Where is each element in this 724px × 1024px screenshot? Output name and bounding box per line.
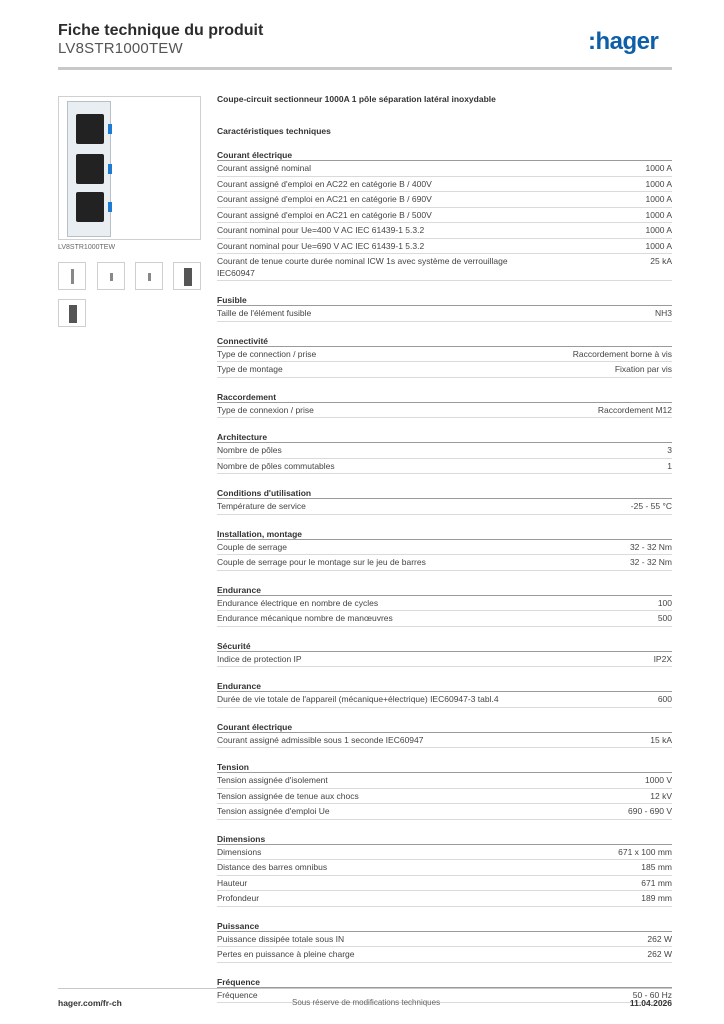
thumbnail-view-4[interactable] [173,262,201,290]
spec-value: NH3 [654,308,672,318]
spec-section [217,432,672,474]
spec-value: 1000 A [645,225,672,235]
spec-value: 189 mm [641,893,672,903]
spec-value: 32 - 32 Nm [629,557,672,567]
spec-value: 32 - 32 Nm [629,541,672,552]
spec-label: Température de service [217,501,306,511]
spec-section [217,921,672,963]
spec-row [217,459,672,475]
spec-label: Tension assignée de tenue aux chocs [217,790,359,801]
spec-value: 12 kV [650,790,672,801]
spec-label: Pertes en puissance à pleine charge [217,949,355,959]
section-title: Tension [217,762,672,773]
spec-section [217,295,672,322]
spec-row [217,223,672,239]
characteristics-heading: Caractéristiques techniques [217,126,331,136]
spec-section [217,722,672,749]
spec-value: 1000 A [645,194,672,204]
section-title: Raccordement [217,392,672,403]
section-title: Dimensions [217,834,672,845]
spec-row [217,443,672,459]
spec-row [217,161,672,177]
spec-section [217,977,672,1004]
spec-value: -25 - 55 °C [630,501,672,511]
spec-section [217,762,672,820]
spec-value: Raccordement M12 [597,404,672,415]
section-title: Endurance [217,681,672,692]
spec-row [217,499,672,515]
spec-label: Courant de tenue courte durée nominal ICW 1s avec système de verrouillage IEC60947 [217,256,508,278]
header-divider [58,67,672,70]
spec-label: Profondeur [217,893,260,903]
spec-sections [217,150,672,1003]
spec-value: 262 W [647,933,672,944]
spec-row [217,845,672,861]
thumbnail-view-1[interactable] [58,262,86,290]
spec-value: 1000 A [645,163,672,173]
page-title: Fiche technique du produit [58,22,264,39]
spec-label: Couple de serrage pour le montage sur le jeu de barres [217,557,426,567]
footer-notice: Sous réserve de modifications techniques [292,998,441,1007]
spec-row [217,177,672,193]
thumbnail-view-3[interactable] [135,262,163,290]
section-title: Fréquence [217,977,672,988]
spec-label: Type de montage [217,364,283,374]
spec-label: Taille de l'élément fusible [217,308,312,318]
spec-section [217,585,672,627]
spec-value: 500 [657,613,672,623]
spec-label: Courant nominal pour Ue=690 V AC IEC 61439-1 5.3.2 [217,240,425,251]
section-title: Architecture [217,432,672,443]
spec-label: Type de connexion / prise [217,404,314,415]
spec-row [217,306,672,322]
spec-section [217,392,672,419]
spec-label: Tension assignée d'isolement [217,775,328,785]
spec-row [217,192,672,208]
spec-value: 1000 V [645,775,672,785]
spec-label: Type de connection / prise [217,348,317,359]
spec-row [217,947,672,963]
section-title: Sécurité [217,641,672,652]
section-title: Courant électrique [217,722,672,733]
spec-value: 1000 A [645,209,672,220]
section-title: Fusible [217,295,672,306]
product-device-illustration [67,101,111,237]
spec-value: 262 W [647,949,672,959]
spec-value: 671 mm [641,877,672,888]
spec-row [217,362,672,378]
spec-label: Durée de vie totale de l'appareil (mécanique+électrique) IEC60947-3 tabl.4 [217,694,499,704]
spec-label: Dimensions [217,846,262,857]
product-reference: LV8STR1000TEW [58,40,183,57]
spec-value: 690 - 690 V [628,806,672,816]
spec-section [217,150,672,281]
spec-value: 1 [667,460,672,471]
spec-row [217,540,672,556]
spec-label: Courant assigné d'emploi en AC21 en catégorie B / 500V [217,209,432,220]
spec-label: Courant assigné d'emploi en AC21 en catégorie B / 690V [217,194,432,204]
spec-label: Distance des barres omnibus [217,862,328,872]
spec-value: 50 - 60 Hz [632,989,672,1000]
technical-content [217,94,672,1003]
spec-value: IP2X [653,653,672,664]
spec-row [217,254,672,281]
spec-section [217,834,672,907]
spec-row [217,773,672,789]
thumbnail-view-5[interactable] [58,299,86,327]
spec-label: Courant nominal pour Ue=400 V AC IEC 61439-1 5.3.2 [217,225,425,235]
spec-label: Courant assigné nominal [217,163,312,173]
spec-value: 100 [657,597,672,608]
spec-section [217,641,672,668]
spec-label: Nombre de pôles commutables [217,460,335,471]
section-title: Conditions d'utilisation [217,488,672,499]
spec-label: Courant assigné admissible sous 1 seconde IEC60947 [217,734,424,745]
spec-label: Endurance électrique en nombre de cycles [217,597,379,608]
spec-section [217,529,672,571]
spec-row [217,596,672,612]
thumbnail-view-2[interactable] [97,262,125,290]
spec-section [217,488,672,515]
spec-row [217,611,672,627]
spec-value: 15 kA [650,734,672,745]
spec-row [217,876,672,892]
product-image-caption: LV8STR1000TEW [58,244,116,251]
spec-label: Nombre de pôles [217,445,282,455]
section-title: Endurance [217,585,672,596]
spec-value: Raccordement borne à vis [572,348,672,359]
product-image [58,96,201,240]
spec-value: 25 kA [650,256,672,266]
spec-label: Couple de serrage [217,541,287,552]
spec-row [217,988,672,1004]
section-title: Puissance [217,921,672,932]
section-title: Courant électrique [217,150,672,161]
spec-row [217,891,672,907]
spec-row [217,860,672,876]
footer-divider [58,988,672,989]
spec-value: 3 [667,445,672,455]
spec-label: Fréquence [217,989,258,1000]
spec-row [217,208,672,224]
section-title: Installation, montage [217,529,672,540]
spec-row [217,239,672,255]
spec-label: Endurance mécanique nombre de manœuvres [217,613,393,623]
spec-value: 1000 A [645,178,672,189]
spec-row [217,789,672,805]
spec-value: Fixation par vis [614,364,672,374]
footer-date: 11.04.2026 [629,998,672,1008]
spec-section [217,681,672,708]
product-title: Coupe-circuit sectionneur 1000A 1 pôle séparation latéral inoxydable [217,94,496,104]
spec-label: Tension assignée d'emploi Ue [217,806,330,816]
spec-value: 671 x 100 mm [618,846,672,857]
spec-row [217,692,672,708]
spec-row [217,932,672,948]
spec-label: Hauteur [217,877,248,888]
section-title: Connectivité [217,336,672,347]
hager-logo: :hager [588,28,659,55]
spec-value: 1000 A [645,240,672,251]
spec-value: 600 [657,694,672,704]
spec-section [217,336,672,378]
spec-label: Puissance dissipée totale sous IN [217,933,345,944]
spec-value: 185 mm [641,862,672,872]
spec-row [217,804,672,820]
spec-row [217,347,672,363]
footer-website[interactable]: hager.com/fr-ch [58,998,122,1008]
spec-label: Indice de protection IP [217,653,302,664]
spec-row [217,652,672,668]
spec-row [217,403,672,419]
spec-row [217,555,672,571]
spec-row [217,733,672,749]
spec-label: Courant assigné d'emploi en AC22 en catégorie B / 400V [217,178,432,189]
